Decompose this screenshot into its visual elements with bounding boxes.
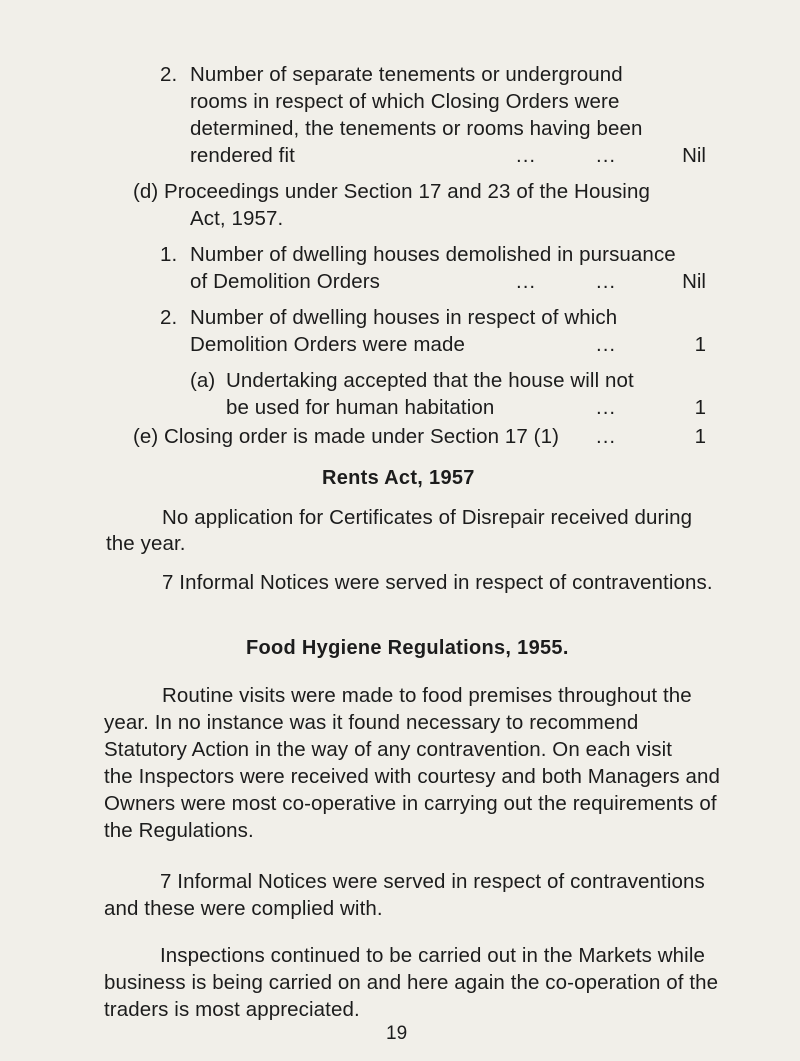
section-d-line-1: Proceedings under Section 17 and 23 of the Housing [164,180,650,203]
rents-paragraph-1-line-1: No application for Certificates of Disrepair received during [162,506,693,529]
d-item-2-number: 2. [160,306,178,329]
d-item-1-value: Nil [682,270,706,293]
food-paragraph-1-line-4: the Inspectors were received with courtesy and both Managers and [104,765,721,788]
section-d-label: (d) [133,180,159,203]
d-item-2-leader: ... [596,333,617,356]
rents-paragraph-1-line-2: the year. [106,532,186,555]
d-item-1-line-1: Number of dwelling houses demolished in pursuance [190,243,676,266]
item-2-number: 2. [160,63,178,86]
d-item-2a-line-1: Undertaking accepted that the house will not [226,369,634,392]
section-e-label: (e) [133,425,159,448]
item-2-line-3: determined, the tenements or rooms having been [190,117,643,140]
d-item-2-line-1: Number of dwelling houses in respect of which [190,306,618,329]
item-2-line-2: rooms in respect of which Closing Orders were [190,90,620,113]
d-item-2-value: 1 [694,333,706,356]
food-paragraph-3-line-3: traders is most appreciated. [104,998,360,1021]
rents-act-heading: Rents Act, 1957 [322,467,475,489]
food-paragraph-3-line-2: business is being carried on and here again the co-operation of the [104,971,719,994]
d-item-2a-line-2: be used for human habitation [226,396,495,419]
d-item-1-line-2: of Demolition Orders [190,270,380,293]
item-2-leader-1: ... [516,144,537,167]
d-item-1-number: 1. [160,243,178,266]
d-item-2a-value: 1 [694,396,706,419]
d-item-1-leader-1: ... [516,270,537,293]
item-2-line-1: Number of separate tenements or underground [190,63,623,86]
section-e-value: 1 [694,425,706,448]
food-paragraph-3-line-1: Inspections continued to be carried out in the Markets while [160,944,705,967]
section-e-leader: ... [596,425,617,448]
item-2-line-4: rendered fit [190,144,295,167]
food-paragraph-1-line-5: Owners were most co-operative in carrying out the requirements of [104,792,717,815]
page-number: 19 [386,1023,408,1044]
d-item-1-leader-2: ... [596,270,617,293]
food-hygiene-heading: Food Hygiene Regulations, 1955. [246,637,569,659]
food-paragraph-1-line-2: year. In no instance was it found necessary to recommend [104,711,639,734]
food-paragraph-1-line-3: Statutory Action in the way of any contravention. On each visit [104,738,673,761]
food-paragraph-1-line-6: the Regulations. [104,819,254,842]
item-2-leader-2: ... [596,144,617,167]
rents-paragraph-2: 7 Informal Notices were served in respect of contraventions. [162,571,713,594]
section-e-text: Closing order is made under Section 17 (1) [164,425,560,448]
d-item-2-line-2: Demolition Orders were made [190,333,465,356]
food-paragraph-2-line-1: 7 Informal Notices were served in respect of contraventions [160,870,705,893]
d-item-2a-label: (a) [190,369,216,392]
food-paragraph-1-line-1: Routine visits were made to food premises throughout the [162,684,692,707]
d-item-2a-leader: ... [596,396,617,419]
food-paragraph-2-line-2: and these were complied with. [104,897,383,920]
item-2-value: Nil [682,144,706,167]
section-d-line-2: Act, 1957. [190,207,284,230]
